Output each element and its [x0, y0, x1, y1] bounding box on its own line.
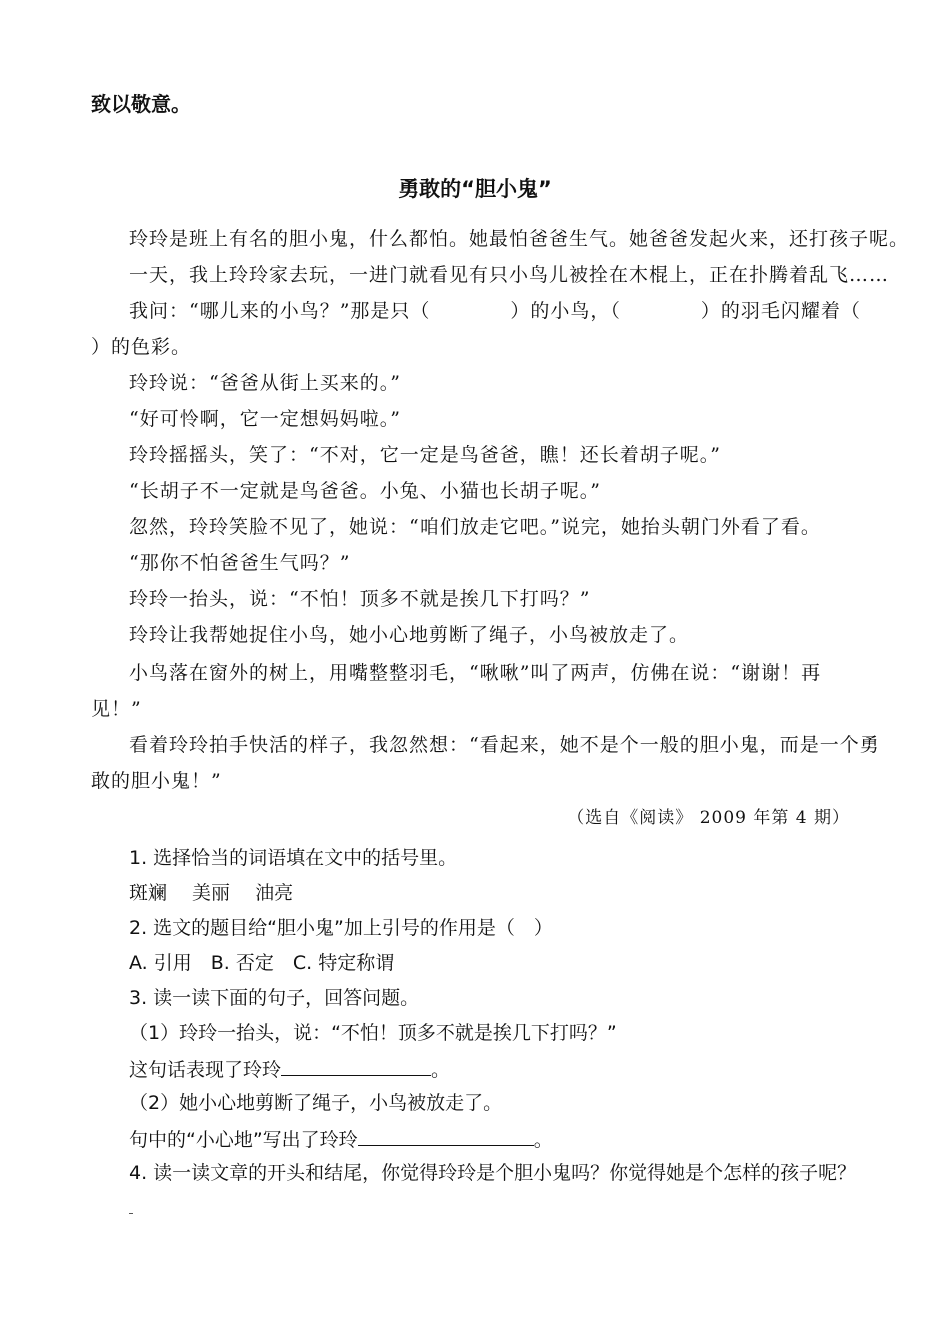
stray-mark [129, 1213, 133, 1214]
answer-suffix: 。 [533, 1129, 553, 1151]
answer-blank[interactable] [281, 1055, 431, 1076]
paragraph-line: 我问：“哪儿来的小鸟？”那是只（ ）的小鸟，（ ）的羽毛闪耀着（ [129, 300, 861, 322]
answer-suffix: 。 [431, 1059, 451, 1081]
answer-prefix: 这句话表现了玲玲 [129, 1059, 282, 1081]
paragraph-line: “好可怜啊，它一定想妈妈啦。” [129, 408, 401, 430]
paragraph-line: ）的色彩。 [91, 336, 192, 358]
question-2: 2. 选文的题目给“胆小鬼”加上引号的作用是（ ） [129, 917, 553, 939]
question-3: 3. 读一读下面的句子，回答问题。 [129, 987, 420, 1009]
paragraph-line: 一天，我上玲玲家去玩，一进门就看见有只小鸟儿被拴在木棍上，正在扑腾着乱飞…… [129, 264, 890, 286]
paragraph-line: “长胡子不一定就是鸟爸爸。小兔、小猫也长胡子呢。” [129, 480, 601, 502]
paragraph-line: 敢的胆小鬼！” [91, 770, 222, 792]
question-1: 1. 选择恰当的词语填在文中的括号里。 [129, 847, 458, 869]
question-3-2-answer [129, 1125, 553, 1153]
question-4: 4. 读一读文章的开头和结尾，你觉得玲玲是个胆小鬼吗？你觉得她是个怎样的孩子呢？ [129, 1162, 857, 1184]
question-3-1: （1）玲玲一抬头，说：“不怕！顶多不就是挨几下打吗？” [129, 1022, 617, 1044]
question-3-1-answer [129, 1055, 450, 1083]
paragraph-line: 小鸟落在窗外的树上，用嘴整整羽毛，“啾啾”叫了两声，仿佛在说：“谢谢！再 [129, 662, 822, 684]
paragraph-line: 玲玲一抬头，说：“不怕！顶多不就是挨几下打吗？” [129, 588, 591, 610]
paragraph-line: 见！” [91, 698, 142, 720]
paragraph-line: 看着玲玲拍手快活的样子，我忽然想：“看起来，她不是个一般的胆小鬼，而是一个勇 [129, 734, 880, 756]
question-3-2: （2）她小心地剪断了绳子，小鸟被放走了。 [129, 1092, 503, 1114]
intro-tail-text: 致以敬意。 [91, 92, 191, 116]
source-citation: （选自《阅读》 2009 年第 4 期） [567, 808, 850, 828]
paragraph-line: 玲玲摇摇头，笑了：“不对，它一定是鸟爸爸，瞧！还长着胡子呢。” [129, 444, 721, 466]
question-2-options: A. 引用 B. 否定 C. 特定称谓 [129, 952, 395, 974]
answer-blank[interactable] [358, 1125, 534, 1146]
paragraph-line: 玲玲让我帮她捉住小鸟，她小心地剪断了绳子，小鸟被放走了。 [129, 624, 690, 646]
paragraph-line: 忽然，玲玲笑脸不见了，她说：“咱们放走它吧。”说完，她抬头朝门外看了看。 [129, 516, 821, 538]
paragraph-line: 玲玲说：“爸爸从街上买来的。” [129, 372, 401, 394]
paragraph-line: “那你不怕爸爸生气吗？” [129, 552, 351, 574]
question-1-options: 斑斓 美丽 油亮 [129, 882, 294, 904]
story-title: 勇敢的“胆小鬼” [398, 177, 552, 201]
paragraph-line: 玲玲是班上有名的胆小鬼，什么都怕。她最怕爸爸生气。她爸爸发起火来，还打孩子呢。 [129, 228, 910, 250]
answer-prefix: 句中的“小心地”写出了玲玲 [129, 1129, 358, 1151]
